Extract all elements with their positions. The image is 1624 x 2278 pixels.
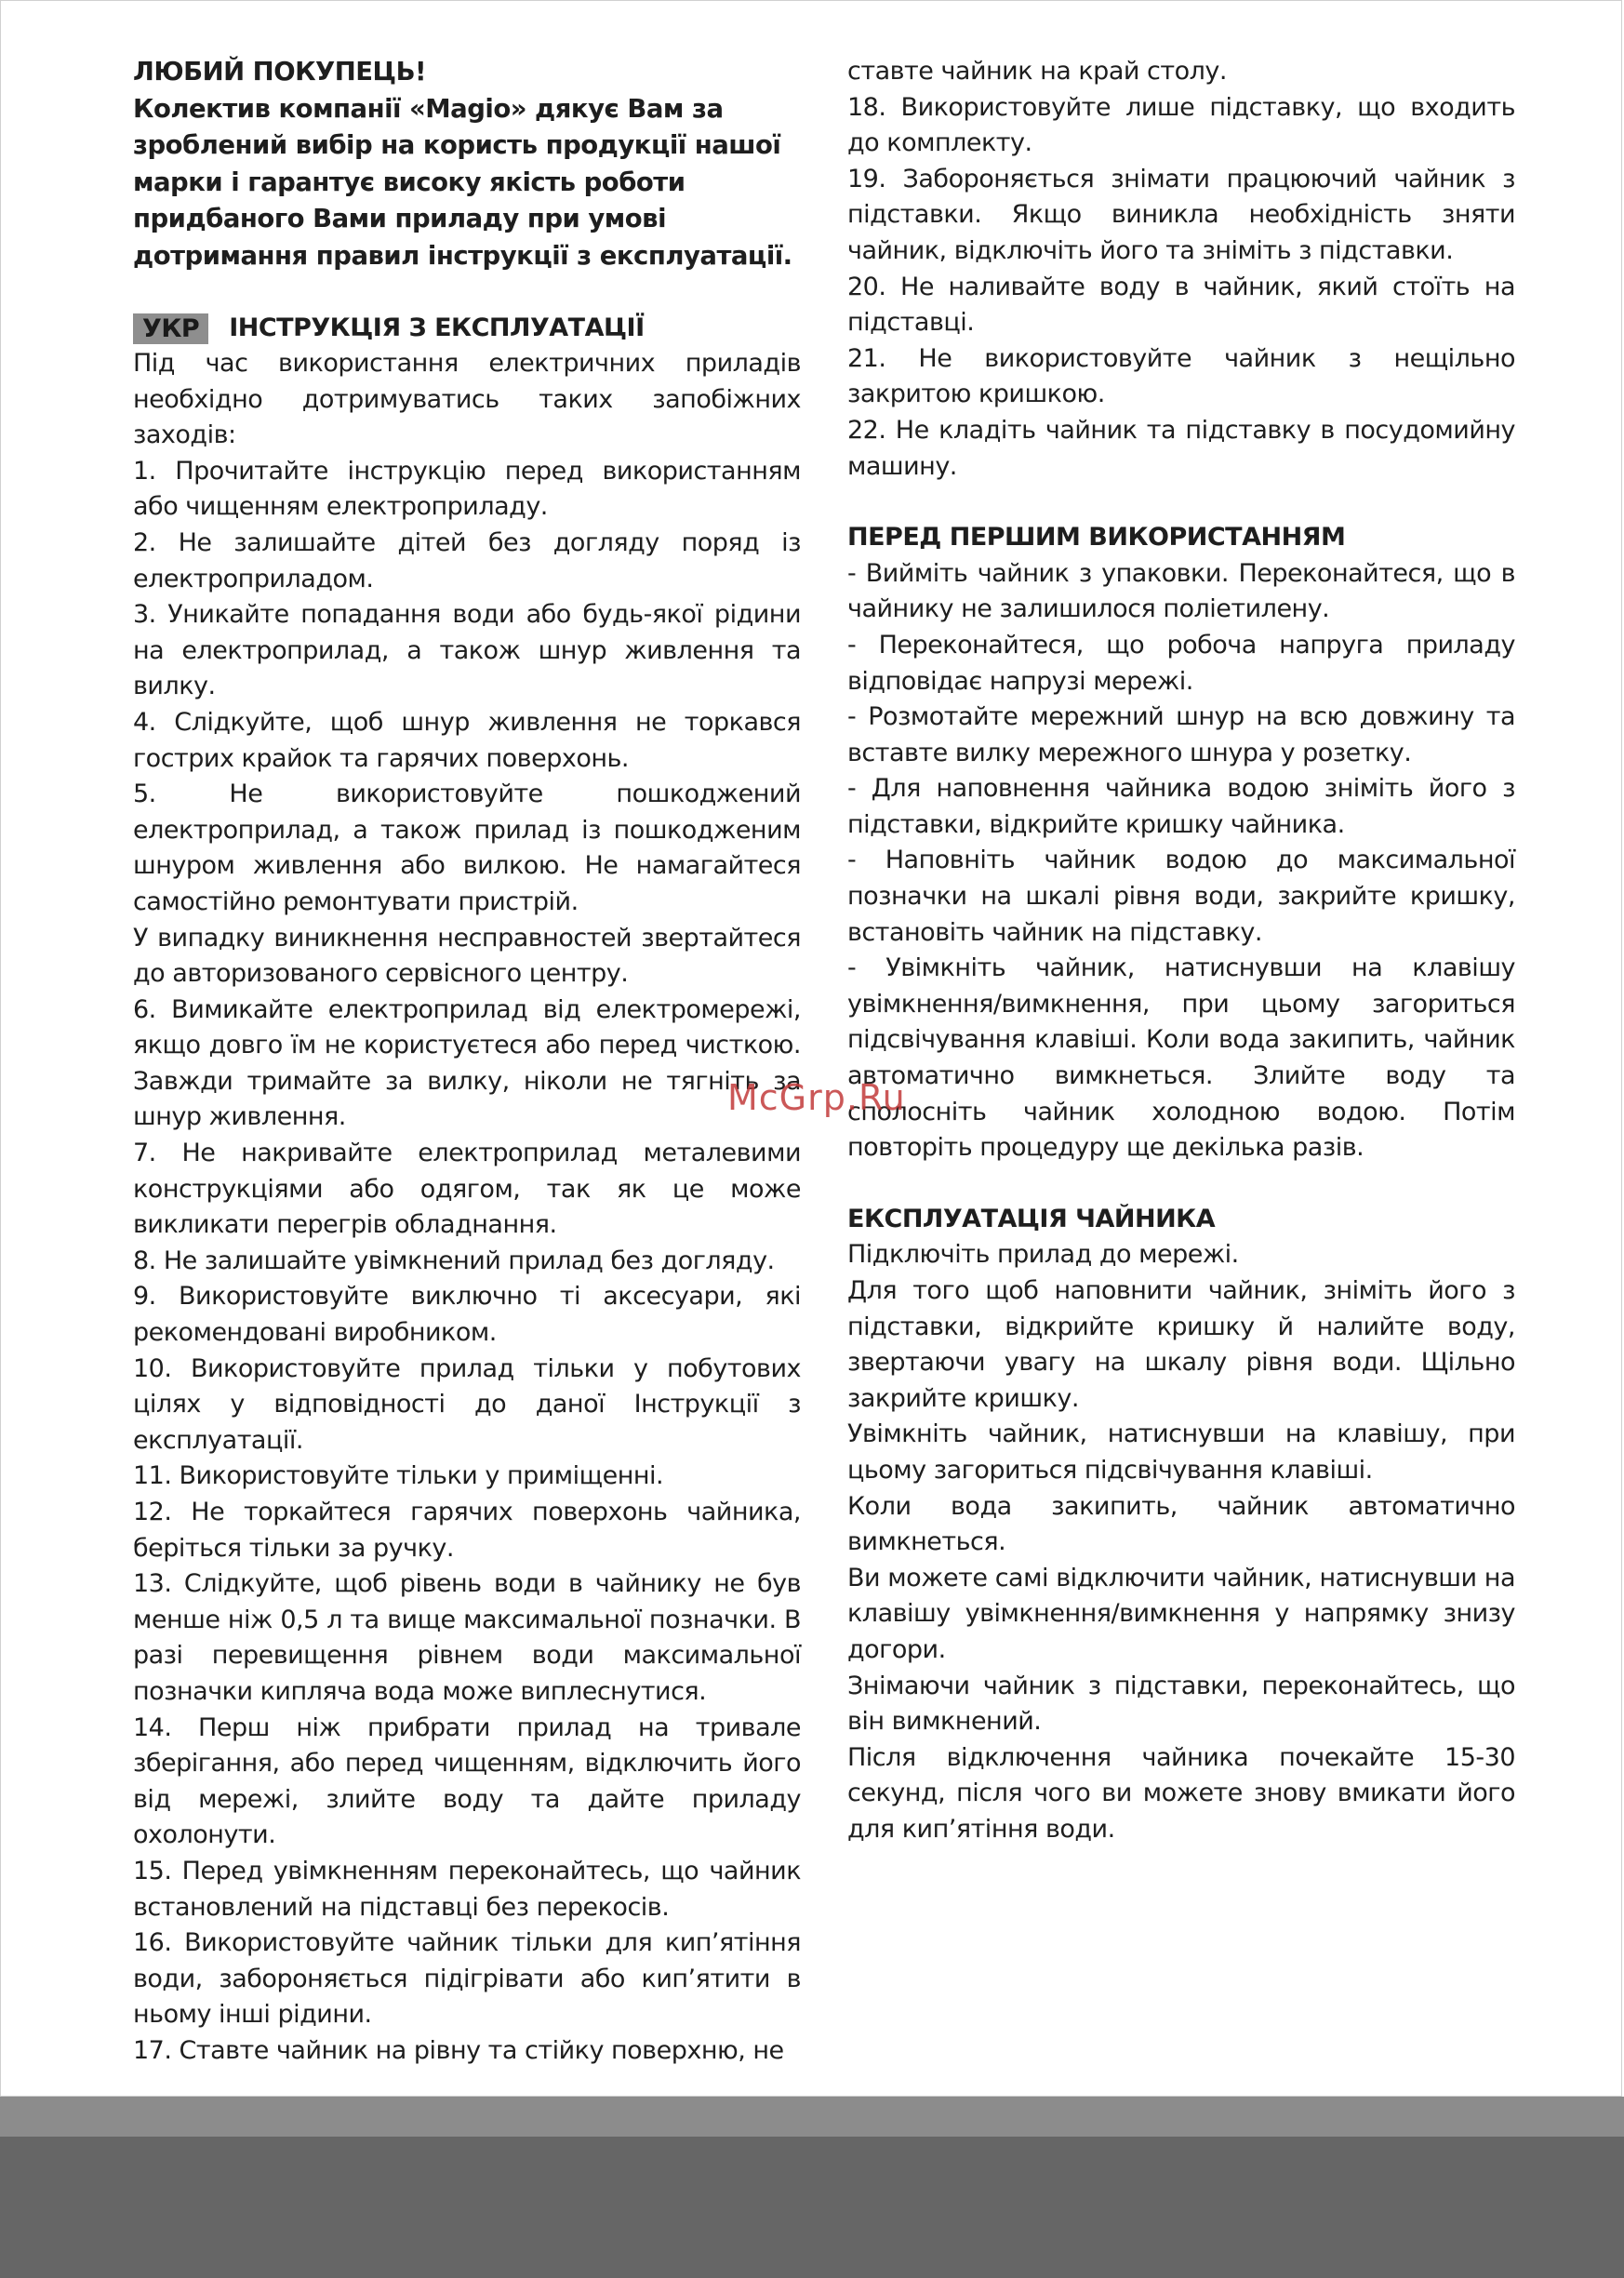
paragraph: Після відключення чайника почекайте 15-30 секунд, після чого ви можете знову вмикати його для кип’ятіння води. xyxy=(847,1742,1515,1844)
paragraph: Для того щоб наповнити чайник, зніміть його з підставки, відкрийте кришку й налийте воду, звертаючи увагу на шкалу рівня води. Щільно закрийте кришку. xyxy=(847,1276,1515,1413)
paragraph: 20. Не наливайте воду в чайник, який стоїть на підставці. xyxy=(847,272,1515,338)
paragraph: 17. Ставте чайник на рівну та стійку поверхню, не xyxy=(133,2035,784,2065)
paragraph: 1. Прочитайте інструкцію перед використанням або чищенням електроприладу. xyxy=(133,456,801,522)
paragraph: Під час використання електричних приладів необхідно дотримуватись таких запобіжних заходів: xyxy=(133,349,801,450)
paragraph: - Наповніть чайник водою до максимальної позначки на шкалі рівня води, закрийте кришку, встановіть чайник на підставку. xyxy=(847,846,1515,947)
paragraph: - Для наповнення чайника водою зніміть його з підставки, відкрийте кришку чайника. xyxy=(847,774,1515,839)
paragraph: 5. Не використовуйте пошкоджений електроприлад, а також прилад із пошкодженим шнуром живлення або вилкою. Не намагайтеся самостійно ремонтувати пристрій. xyxy=(133,779,801,916)
greeting-body: Колектив компанії «Magio» дякує Вам за зроблений вибір на користь продукції нашої марки і гарантує високу якість роботи придбаного Вами приладу при умові дотримання правил інструкції з експлуатації. xyxy=(133,93,792,271)
paragraph: ставте чайник на край столу. xyxy=(847,57,1227,86)
right-column xyxy=(847,54,1515,1848)
section-title: ІНСТРУКЦІЯ З ЕКСПЛУАТАЦІЇ xyxy=(229,313,645,342)
left-column xyxy=(133,54,801,2070)
greeting-title: ЛЮБИЙ ПОКУПЕЦЬ! xyxy=(133,57,427,87)
paragraph: 6. Вимикайте електроприлад від електромережі, якщо довго їм не користуєтеся або перед чисткою. Завжди тримайте за вилку, ніколи не тягніть за шнур живлення. xyxy=(133,994,801,1132)
paragraph: 21. Не використовуйте чайник з нещільно закритою кришкою. xyxy=(847,343,1515,409)
paragraph: Знімаючи чайник з підставки, переконайтесь, що він вимкнений. xyxy=(847,1671,1515,1737)
paragraph: 19. Забороняється знімати працюючий чайник з підставки. Якщо виникла необхідність зняти чайник, відключіть його та зніміть з підставки. xyxy=(847,164,1515,265)
paragraph: - Увімкніть чайник, натиснувши на клавішу увімкнення/вимкнення, при цьому загориться підсвічування клавіші. Коли вода закипить, чайник автоматично вимкнеться. Злийте воду та сполосніть чайник холодною водою. Потім повторіть процедуру ще декілька разів. xyxy=(847,953,1515,1163)
paragraph: 18. Використовуйте лише підставку, що входить до комплекту. xyxy=(847,92,1515,158)
paragraph: 4. Слідкуйте, щоб шнур живлення не торкався гострих крайок та гарячих поверхонь. xyxy=(133,707,801,773)
paragraph: 8. Не залишайте увімкнений прилад без догляду. xyxy=(133,1246,775,1275)
paragraph: 16. Використовуйте чайник тільки для кип’ятіння води, забороняється підігрівати або кип’ятити в ньому інші рідини. xyxy=(133,1928,801,2030)
paragraph: - Переконайтеся, що робоча напруга приладу відповідає напрузі мережі. xyxy=(847,630,1515,696)
operation-heading: ЕКСПЛУАТАЦІЯ ЧАЙНИКА xyxy=(847,1204,1216,1233)
paragraph: 12. Не торкайтеся гарячих поверхонь чайника, беріться тільки за ручку. xyxy=(133,1498,801,1563)
paragraph: Підключіть прилад до мережі. xyxy=(847,1240,1239,1270)
watermark: McGrp.Ru xyxy=(727,1077,906,1118)
paragraph: У випадку виникнення несправностей звертайтеся до авторизованого сервісного центру. xyxy=(133,923,801,989)
paragraph: 9. Використовуйте виключно ті аксесуари, які рекомендовані виробником. xyxy=(133,1282,801,1348)
paragraph: 11. Використовуйте тільки у приміщенні. xyxy=(133,1461,664,1491)
paragraph: - Вийміть чайник з упаковки. Переконайтеся, що в чайнику не залишилося поліетилену. xyxy=(847,558,1515,624)
paragraph: 13. Слідкуйте, щоб рівень води в чайнику не був менше ніж 0,5 л та вище максимальної позначки. В разі перевищення рівнем води максимальної позначки кипляча вода може виплеснутися. xyxy=(133,1569,801,1706)
paragraph: - Розмотайте мережний шнур на всю довжину та вставте вилку мережного шнура у розетку. xyxy=(847,702,1515,767)
paragraph: 2. Не залишайте дітей без догляду поряд із електроприладом. xyxy=(133,527,801,593)
paragraph: 15. Перед увімкненням переконайтесь, що чайник встановлений на підставці без перекосів. xyxy=(133,1856,801,1922)
paragraph: 10. Використовуйте прилад тільки у побутових цілях у відповідності до даної Інструкції з експлуатації. xyxy=(133,1353,801,1455)
paragraph: 14. Перш ніж прибрати прилад на тривале зберігання, або перед чищенням, відключить його від мережі, злийте воду та дайте приладу охолонути. xyxy=(133,1712,801,1850)
language-badge: УКР xyxy=(133,313,208,344)
paragraph: Увімкніть чайник, натиснувши на клавішу, при цьому загориться підсвічування клавіші. xyxy=(847,1419,1515,1485)
footer-band-dark xyxy=(0,2137,1624,2278)
footer-band-light xyxy=(0,2097,1624,2137)
paragraph: 22. Не кладіть чайник та підставку в посудомийну машину. xyxy=(847,415,1515,481)
before-first-use-heading: ПЕРЕД ПЕРШИМ ВИКОРИСТАННЯМ xyxy=(847,523,1346,553)
instruction-heading xyxy=(133,311,801,346)
paragraph: 3. Уникайте попадання води або будь-якої рідини на електроприлад, а також шнур живлення та вилку. xyxy=(133,600,801,701)
paragraph: 7. Не накривайте електроприлад металевими конструкціями або одягом, так як це може викликати перегрів обладнання. xyxy=(133,1139,801,1240)
paragraph: Коли вода закипить, чайник автоматично вимкнеться. xyxy=(847,1491,1515,1557)
paragraph: Ви можете самі відключити чайник, натиснувши на клавішу увімкнення/вимкнення у напрямку знизу догори. xyxy=(847,1563,1515,1664)
